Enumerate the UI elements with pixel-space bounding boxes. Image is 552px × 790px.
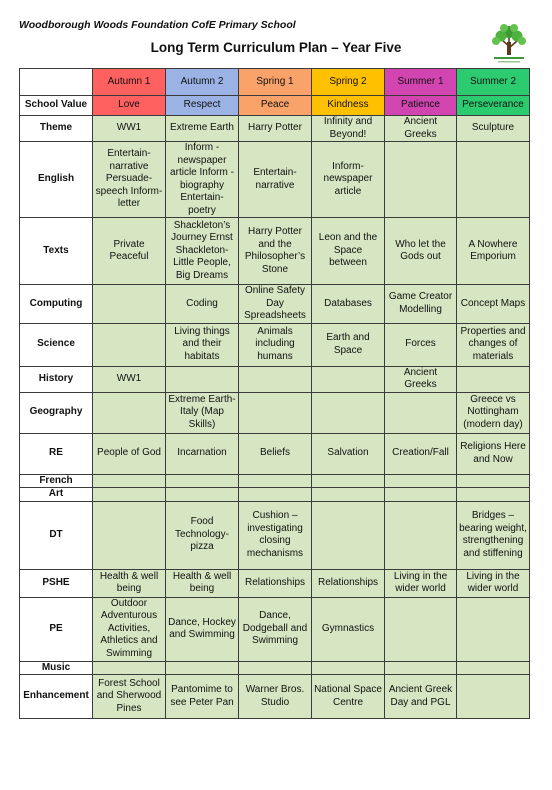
term-header: Summer 1 — [385, 69, 457, 96]
curriculum-cell: Extreme Earth- Italy (Map Skills) — [166, 392, 239, 433]
curriculum-cell: Incarnation — [166, 433, 239, 474]
curriculum-cell — [239, 392, 312, 433]
school-value-cell: Patience — [385, 96, 457, 116]
curriculum-cell: Living in the wider world — [385, 569, 457, 597]
curriculum-cell — [93, 323, 166, 366]
curriculum-cell — [457, 366, 530, 392]
curriculum-cell: Living things and their habitats — [166, 323, 239, 366]
curriculum-row — [20, 474, 530, 488]
term-header: Spring 2 — [312, 69, 385, 96]
curriculum-cell — [312, 366, 385, 392]
school-value-cell: Respect — [166, 96, 239, 116]
curriculum-cell — [166, 474, 239, 488]
row-label: Enhancement — [20, 675, 93, 719]
school-value-row — [20, 96, 530, 116]
curriculum-cell — [385, 392, 457, 433]
curriculum-cell: Greece vs Nottingham (modern day) — [457, 392, 530, 433]
curriculum-row — [20, 285, 530, 324]
curriculum-row — [20, 433, 530, 474]
curriculum-cell: Pantomime to see Peter Pan — [166, 675, 239, 719]
curriculum-cell — [93, 661, 166, 675]
tree-logo-icon — [488, 20, 530, 64]
row-label: Science — [20, 323, 93, 366]
term-header: Spring 1 — [239, 69, 312, 96]
curriculum-cell: Extreme Earth — [166, 116, 239, 142]
row-label: DT — [20, 501, 93, 569]
corner-cell — [20, 69, 93, 96]
curriculum-cell: Harry Potter and the Philosopher’s Stone — [239, 218, 312, 285]
row-label: PE — [20, 597, 93, 661]
curriculum-cell — [239, 474, 312, 488]
curriculum-cell — [312, 661, 385, 675]
curriculum-cell: Private Peaceful — [93, 218, 166, 285]
curriculum-cell: Game Creator Modelling — [385, 285, 457, 324]
curriculum-cell: Relationships — [312, 569, 385, 597]
curriculum-cell: Earth and Space — [312, 323, 385, 366]
curriculum-cell — [457, 474, 530, 488]
curriculum-cell: Ancient Greeks — [385, 116, 457, 142]
row-label: Art — [20, 488, 93, 502]
curriculum-row — [20, 675, 530, 719]
curriculum-cell — [93, 285, 166, 324]
curriculum-cell — [312, 501, 385, 569]
curriculum-cell: Leon and the Space between — [312, 218, 385, 285]
curriculum-cell — [239, 488, 312, 502]
curriculum-cell — [457, 142, 530, 218]
curriculum-cell: Religions Here and Now — [457, 433, 530, 474]
curriculum-cell: Inform- newspaper article — [312, 142, 385, 218]
curriculum-cell: Sculpture — [457, 116, 530, 142]
curriculum-cell — [312, 488, 385, 502]
curriculum-cell: Health & well being — [93, 569, 166, 597]
curriculum-cell: Inform - newspaper article Inform - biography Entertain- poetry — [166, 142, 239, 218]
curriculum-cell — [93, 488, 166, 502]
curriculum-cell — [385, 488, 457, 502]
curriculum-cell: Beliefs — [239, 433, 312, 474]
curriculum-cell: Infinity and Beyond! — [312, 116, 385, 142]
curriculum-cell — [385, 501, 457, 569]
curriculum-cell: Living in the wider world — [457, 569, 530, 597]
curriculum-cell: People of God — [93, 433, 166, 474]
curriculum-cell: Shackleton’s Journey Ernst Shackleton- Little People, Big Dreams — [166, 218, 239, 285]
curriculum-cell — [93, 501, 166, 569]
curriculum-cell: Online Safety Day Spreadsheets — [239, 285, 312, 324]
curriculum-cell — [166, 366, 239, 392]
curriculum-cell: Who let the Gods out — [385, 218, 457, 285]
curriculum-cell: Ancient Greek Day and PGL — [385, 675, 457, 719]
school-value-cell: Love — [93, 96, 166, 116]
curriculum-cell: Ancient Greeks — [385, 366, 457, 392]
row-label: Music — [20, 661, 93, 675]
curriculum-cell: Health & well being — [166, 569, 239, 597]
curriculum-cell: Coding — [166, 285, 239, 324]
curriculum-cell: A Nowhere Emporium — [457, 218, 530, 285]
term-header: Autumn 1 — [93, 69, 166, 96]
curriculum-cell — [457, 661, 530, 675]
row-label: French — [20, 474, 93, 488]
curriculum-cell — [166, 661, 239, 675]
curriculum-cell — [312, 474, 385, 488]
row-label: English — [20, 142, 93, 218]
row-label: Computing — [20, 285, 93, 324]
curriculum-cell: Forces — [385, 323, 457, 366]
curriculum-cell: Entertain- narrative Persuade- speech Inform-letter — [93, 142, 166, 218]
curriculum-row — [20, 366, 530, 392]
curriculum-cell: Forest School and Sherwood Pines — [93, 675, 166, 719]
curriculum-row — [20, 323, 530, 366]
curriculum-row — [20, 597, 530, 661]
row-label: Texts — [20, 218, 93, 285]
school-value-cell: Perseverance — [457, 96, 530, 116]
curriculum-cell — [385, 474, 457, 488]
school-name: Woodborough Woods Foundation CofE Primary School — [19, 19, 296, 31]
curriculum-row — [20, 488, 530, 502]
curriculum-cell — [385, 142, 457, 218]
curriculum-row — [20, 142, 530, 218]
curriculum-cell — [457, 675, 530, 719]
curriculum-cell — [457, 488, 530, 502]
curriculum-cell: Properties and changes of materials — [457, 323, 530, 366]
curriculum-cell — [93, 474, 166, 488]
curriculum-cell — [93, 392, 166, 433]
curriculum-cell — [385, 661, 457, 675]
curriculum-row — [20, 116, 530, 142]
curriculum-cell: Dance, Dodgeball and Swimming — [239, 597, 312, 661]
curriculum-cell — [385, 597, 457, 661]
school-value-cell: Kindness — [312, 96, 385, 116]
term-header: Autumn 2 — [166, 69, 239, 96]
curriculum-cell — [239, 661, 312, 675]
school-value-cell: Peace — [239, 96, 312, 116]
curriculum-cell — [312, 392, 385, 433]
curriculum-table — [19, 68, 530, 719]
curriculum-row — [20, 501, 530, 569]
curriculum-row — [20, 218, 530, 285]
curriculum-cell: Concept Maps — [457, 285, 530, 324]
curriculum-row — [20, 569, 530, 597]
row-label: RE — [20, 433, 93, 474]
term-header: Summer 2 — [457, 69, 530, 96]
term-header-row — [20, 69, 530, 96]
curriculum-cell: Cushion – investigating closing mechanisms — [239, 501, 312, 569]
curriculum-cell: Animals including humans — [239, 323, 312, 366]
row-label: School Value — [20, 96, 93, 116]
curriculum-cell: WW1 — [93, 366, 166, 392]
curriculum-cell: Entertain- narrative — [239, 142, 312, 218]
curriculum-cell: National Space Centre — [312, 675, 385, 719]
row-label: History — [20, 366, 93, 392]
curriculum-cell: Databases — [312, 285, 385, 324]
curriculum-cell: Food Technology- pizza — [166, 501, 239, 569]
curriculum-cell: Creation/Fall — [385, 433, 457, 474]
page-title: Long Term Curriculum Plan – Year Five — [150, 40, 402, 55]
row-label: PSHE — [20, 569, 93, 597]
curriculum-row — [20, 661, 530, 675]
row-label: Geography — [20, 392, 93, 433]
curriculum-cell: Dance, Hockey and Swimming — [166, 597, 239, 661]
curriculum-row — [20, 392, 530, 433]
curriculum-cell: Gymnastics — [312, 597, 385, 661]
curriculum-cell — [166, 488, 239, 502]
curriculum-cell: Outdoor Adventurous Activities, Athletics and Swimming — [93, 597, 166, 661]
curriculum-cell — [239, 366, 312, 392]
curriculum-cell: Bridges – bearing weight, strengthening and stiffening — [457, 501, 530, 569]
curriculum-cell: Relationships — [239, 569, 312, 597]
curriculum-cell: Warner Bros. Studio — [239, 675, 312, 719]
curriculum-cell: WW1 — [93, 116, 166, 142]
row-label: Theme — [20, 116, 93, 142]
curriculum-cell: Harry Potter — [239, 116, 312, 142]
curriculum-cell: Salvation — [312, 433, 385, 474]
curriculum-cell — [457, 597, 530, 661]
